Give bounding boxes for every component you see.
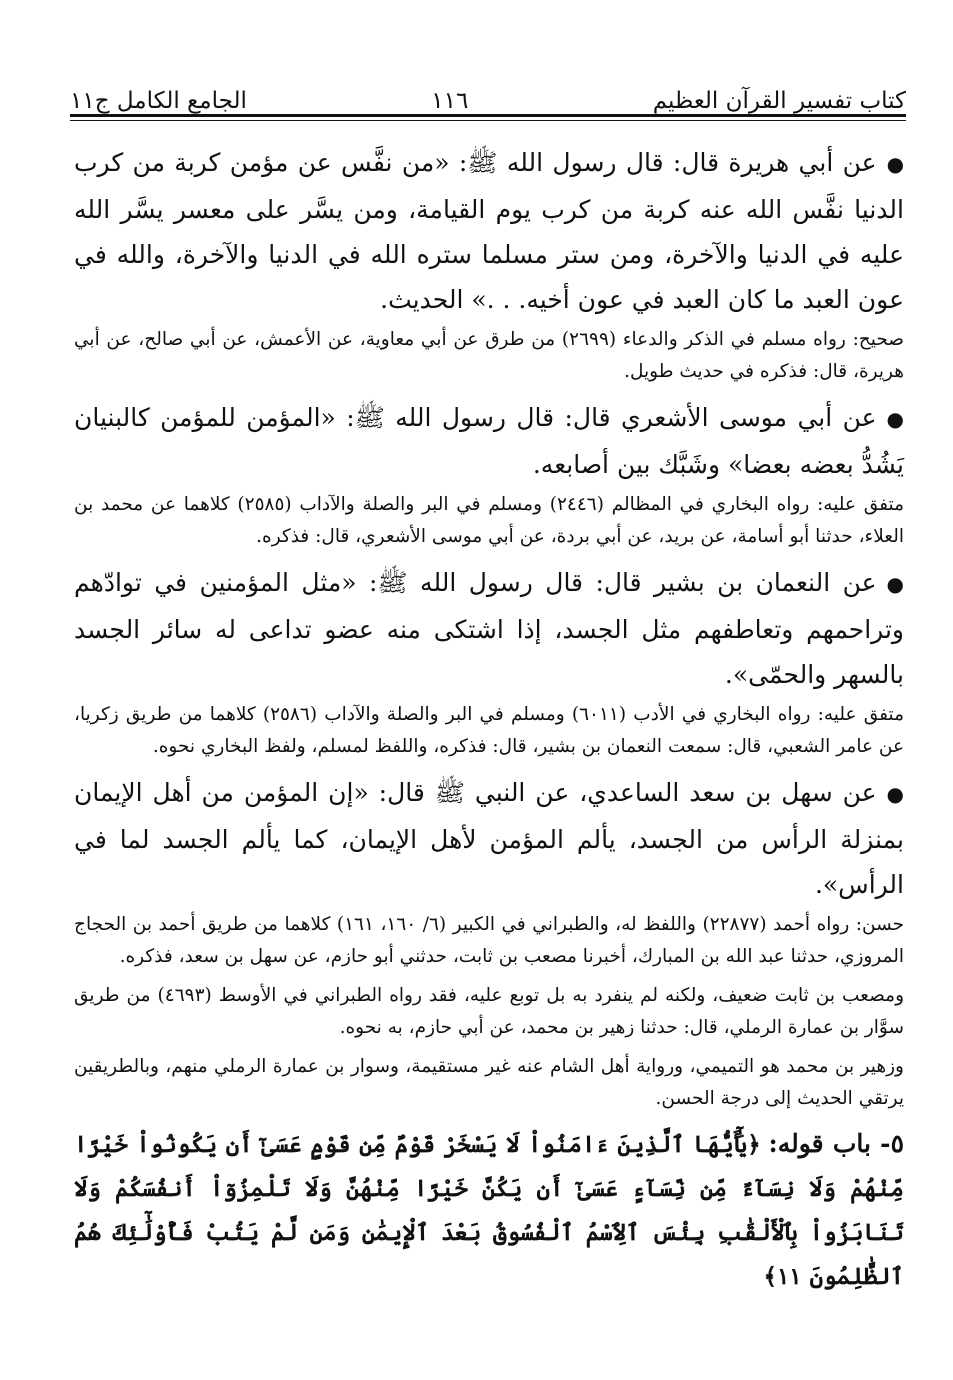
bullet-icon: ● — [886, 152, 905, 176]
page-number: ١١٦ — [431, 88, 469, 114]
takhrij-note: متفق عليه: رواه البخاري في المظالم (٢٤٤٦) ومسلم في البر والصلة والآداب (٢٥٨٥) كلاهما عن محمد بن العلاء، حدثنا أبو أسامة، عن بريد، عن أبي بردة، عن أبي موسى الأشعري، قال: فذكره. — [74, 494, 904, 547]
takhrij-note: وزهير بن محمد هو التميمي، ورواية أهل الشام عنه غير مستقيمة، وسوار بن عمارة الرملي منهم، وبالطريقين يرتقي الحديث إلى درجة الحسن. — [74, 1056, 904, 1109]
bullet-icon: ● — [886, 572, 904, 596]
hadith-text: عن أبي هريرة قال: قال رسول الله ﷺ: «من نفَّس عن مؤمن كربة من كرب الدنيا نفَّس الله عنه كربة من كرب يوم القيامة، ومن يسَّر على معسر يسَّر الله عليه في الدنيا والآخرة، ومن ستر مسلما ستره الله في الدنيا والآخرة، والله في عون العبد ما كان العبد في عون أخيه. . .» الحديث. — [74, 148, 904, 314]
page-header — [70, 74, 906, 114]
book-title: كتاب تفسير القرآن العظيم — [652, 88, 906, 114]
hadith-paragraph — [74, 560, 904, 697]
header-rule-thin — [70, 120, 906, 121]
hadith-paragraph — [74, 395, 904, 487]
quran-verse: ﴿يَٰٓأَيُّهَا ٱلَّذِينَ ءَامَنُواْ لَا يَسْخَرْ قَوْمٌ مِّن قَوْمٍ عَسَىٰٓ أَن يَكُونُواْ خَيْرًا مِّنْهُمْ وَلَا نِسَآءٌ مِّن نِّسَآءٍ عَسَىٰٓ أَن يَكُنَّ خَيْرًا مِّنْهُنَّ وَلَا تَلْمِزُوٓاْ أَنفُسَكُمْ وَلَا تَنَابَزُواْ بِٱلْأَلْقَٰبِ بِئْسَ ٱلِٱسْمُ ٱلْفُسُوقُ بَعْدَ ٱلْإِيمَٰنِ وَمَن لَّمْ يَتُبْ فَأُوْلَٰٓئِكَ هُمُ ٱلظَّٰلِمُونَ ١١﴾ — [74, 1131, 904, 1290]
bullet-icon: ● — [886, 407, 904, 431]
takhrij-note: حسن: رواه أحمد (٢٢٨٧٧) واللفظ له، والطبراني في الكبير (٦/ ١٦٠، ١٦١) كلاهما من طريق أحمد بن الحجاج المروزي، حدثنا عبد الله بن المبارك، أخبرنا مصعب بن ثابت، حدثني أبو حازم، عن سهل بن سعد، فذكره. — [74, 914, 905, 967]
takhrij-note: ومصعب بن ثابت ضعيف، ولكنه لم ينفرد به بل توبع عليه، فقد رواه الطبراني في الأوسط (٤٦٩٣) من طريق سوَّار بن عمارة الرملي، قال: حدثنا زهير بن محمد، عن أبي حازم، به نحوه. — [74, 985, 904, 1038]
page-body — [74, 140, 904, 1322]
bullet-icon: ● — [886, 782, 904, 806]
hadith-paragraph — [74, 770, 904, 907]
collection-title: الجامع الكامل ج١١ — [70, 88, 247, 114]
takhrij-note: متفق عليه: رواه البخاري في الأدب (٦٠١١) ومسلم في البر والصلة والآداب (٢٥٨٦) كلاهما من طريق زكريا، عن عامر الشعبي، قال: سمعت النعمان بن بشير، قال: فذكره، واللفظ لمسلم، ولفظ البخاري نحوه. — [74, 704, 904, 757]
hadith-text: عن النعمان بن بشير قال: قال رسول الله ﷺ: «مثل المؤمنين في توادّهم وتراحمهم وتعاطفهم مثل الجسد، إذا اشتكى منه عضو تداعى له سائر الجسد بالسهر والحمّى». — [74, 568, 904, 689]
hadith-text: عن سهل بن سعد الساعدي، عن النبي ﷺ قال: «إن المؤمن من أهل الإيمان بمنزلة الرأس من الجسد، يألم المؤمن لأهل الإيمان، كما يألم الجسد لما في الرأس». — [74, 778, 904, 899]
chapter-heading: ٥- باب قوله: — [768, 1129, 904, 1158]
chapter-verse — [74, 1122, 904, 1299]
hadith-paragraph — [74, 140, 904, 322]
takhrij-note: صحيح: رواه مسلم في الذكر والدعاء (٢٦٩٩) من طرق عن أبي معاوية، عن الأعمش، عن أبي صالح، عن أبي هريرة، قال: فذكره في حديث طويل. — [74, 329, 904, 382]
hadith-text: عن أبي موسى الأشعري قال: قال رسول الله ﷺ: «المؤمن للمؤمن كالبنيان يَشُدُّ بعضه بعضا» وشَبَّك بين أصابعه. — [74, 403, 904, 479]
header-rule-thick — [70, 114, 906, 117]
